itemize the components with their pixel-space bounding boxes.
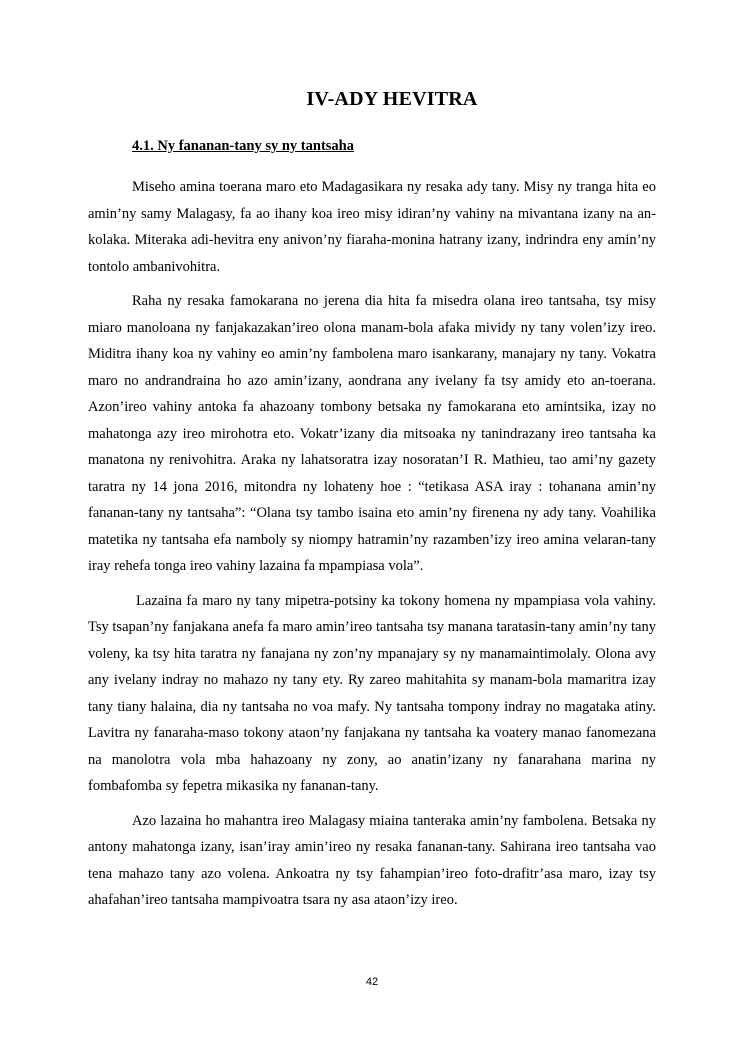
section-title: 4.1. Ny fananan-tany sy ny tantsaha <box>132 138 354 154</box>
chapter-title: IV-ADY HEVITRA <box>306 88 478 110</box>
body-text <box>88 174 656 922</box>
paragraph: Raha ny resaka famokarana no jerena dia hita fa misedra olana ireo tantsaha, tsy misy miaro manoloana ny fanjakazakan’ireo olona manam-bola afaka mividy ny tany volen’izy ireo. Miditra ihany koa ny vahiny eo amin’ny fambolena maro isankarany, manajary ny tany. Vokatra maro no andrandraina ho azo amin’izany, aondrana any ivelany fa tsy amidy eto an-toerana. Azon’ireo vahiny antoka fa ahazoany tombony betsaka ny famokarana eto amintsika, izay no mahatonga azy ireo mirohotra eto. Vokatr’izany dia mitsoaka ny tanindrazany ireo tantsaha ka manatona ny renivohitra. Araka ny lahatsoratra izay nosoratan’I R. Mathieu, tao ami’ny gazety taratra ny 14 jona 2016, mitondra ny lohateny hoe : “tetikasa ASA iray : tohanana amin’ny fananan-tany ny tantsaha”: “Olana tsy tambo isaina eto amin’ny firenena ny ady tany. Voahilika matetika ny tantsaha efa namboly sy niompy hatramin’ny razamben’izy ireo amina velaran-tany iray rehefa tonga ireo vahiny lazaina fa mpampiasa vola”. <box>88 293 656 574</box>
page-number: 42 <box>365 976 379 988</box>
paragraph: Lazaina fa maro ny tany mipetra-potsiny ka tokony homena ny mpampiasa vola vahiny. Tsy tsapan’ny fanjakana anefa fa maro amin’ireo tantsaha tsy manana taratasin-tany amin’ny tany voleny, ka tsy hita taratra ny fanajana ny zon’ny mpanajary sy ny manamaintimolaly. Olona avy any ivelany indray no mahazo ny tany ety. Ry zareo mahitahita sy manam-bola mamaritra izay tany tiany halaina, dia ny tantsaha no voa mafy. Ny tantsaha tompony indray no magataka atiny. Lavitra ny fanaraha-maso tokony ataon’ny fanjakana ny tantsaha ka voatery manao fanomezana na manolotra vola mba hahazoany ny zony, ao anatin’izany ny fanarahana marina ny fombafomba sy fepetra mikasika ny fananan-tany. <box>88 592 656 794</box>
paragraph: Miseho amina toerana maro eto Madagasikara ny resaka ady tany. Misy ny tranga hita eo amin’ny samy Malagasy, fa ao ihany koa ireo misy idiran’ny vahiny na mivantana izany na an-kolaka. Miteraka adi-hevitra eny anivon’ny fiaraha-monina hatrany izany, indrindra eny amin’ny tontolo ambanivohitra. <box>88 179 656 275</box>
paragraph: Azo lazaina ho mahantra ireo Malagasy miaina tanteraka amin’ny fambolena. Betsaka ny antony mahatonga izany, isan’iray amin’ireo ny resaka fananan-tany. Sahirana ireo tantsaha vao tena mahazo tany azo volena. Ankoatra ny tsy fahampian’ireo foto-drafitr’asa maro, izay tsy ahafahan’ireo tantsaha mampivoatra tsara ny asa ataon’izy ireo. <box>88 812 656 908</box>
